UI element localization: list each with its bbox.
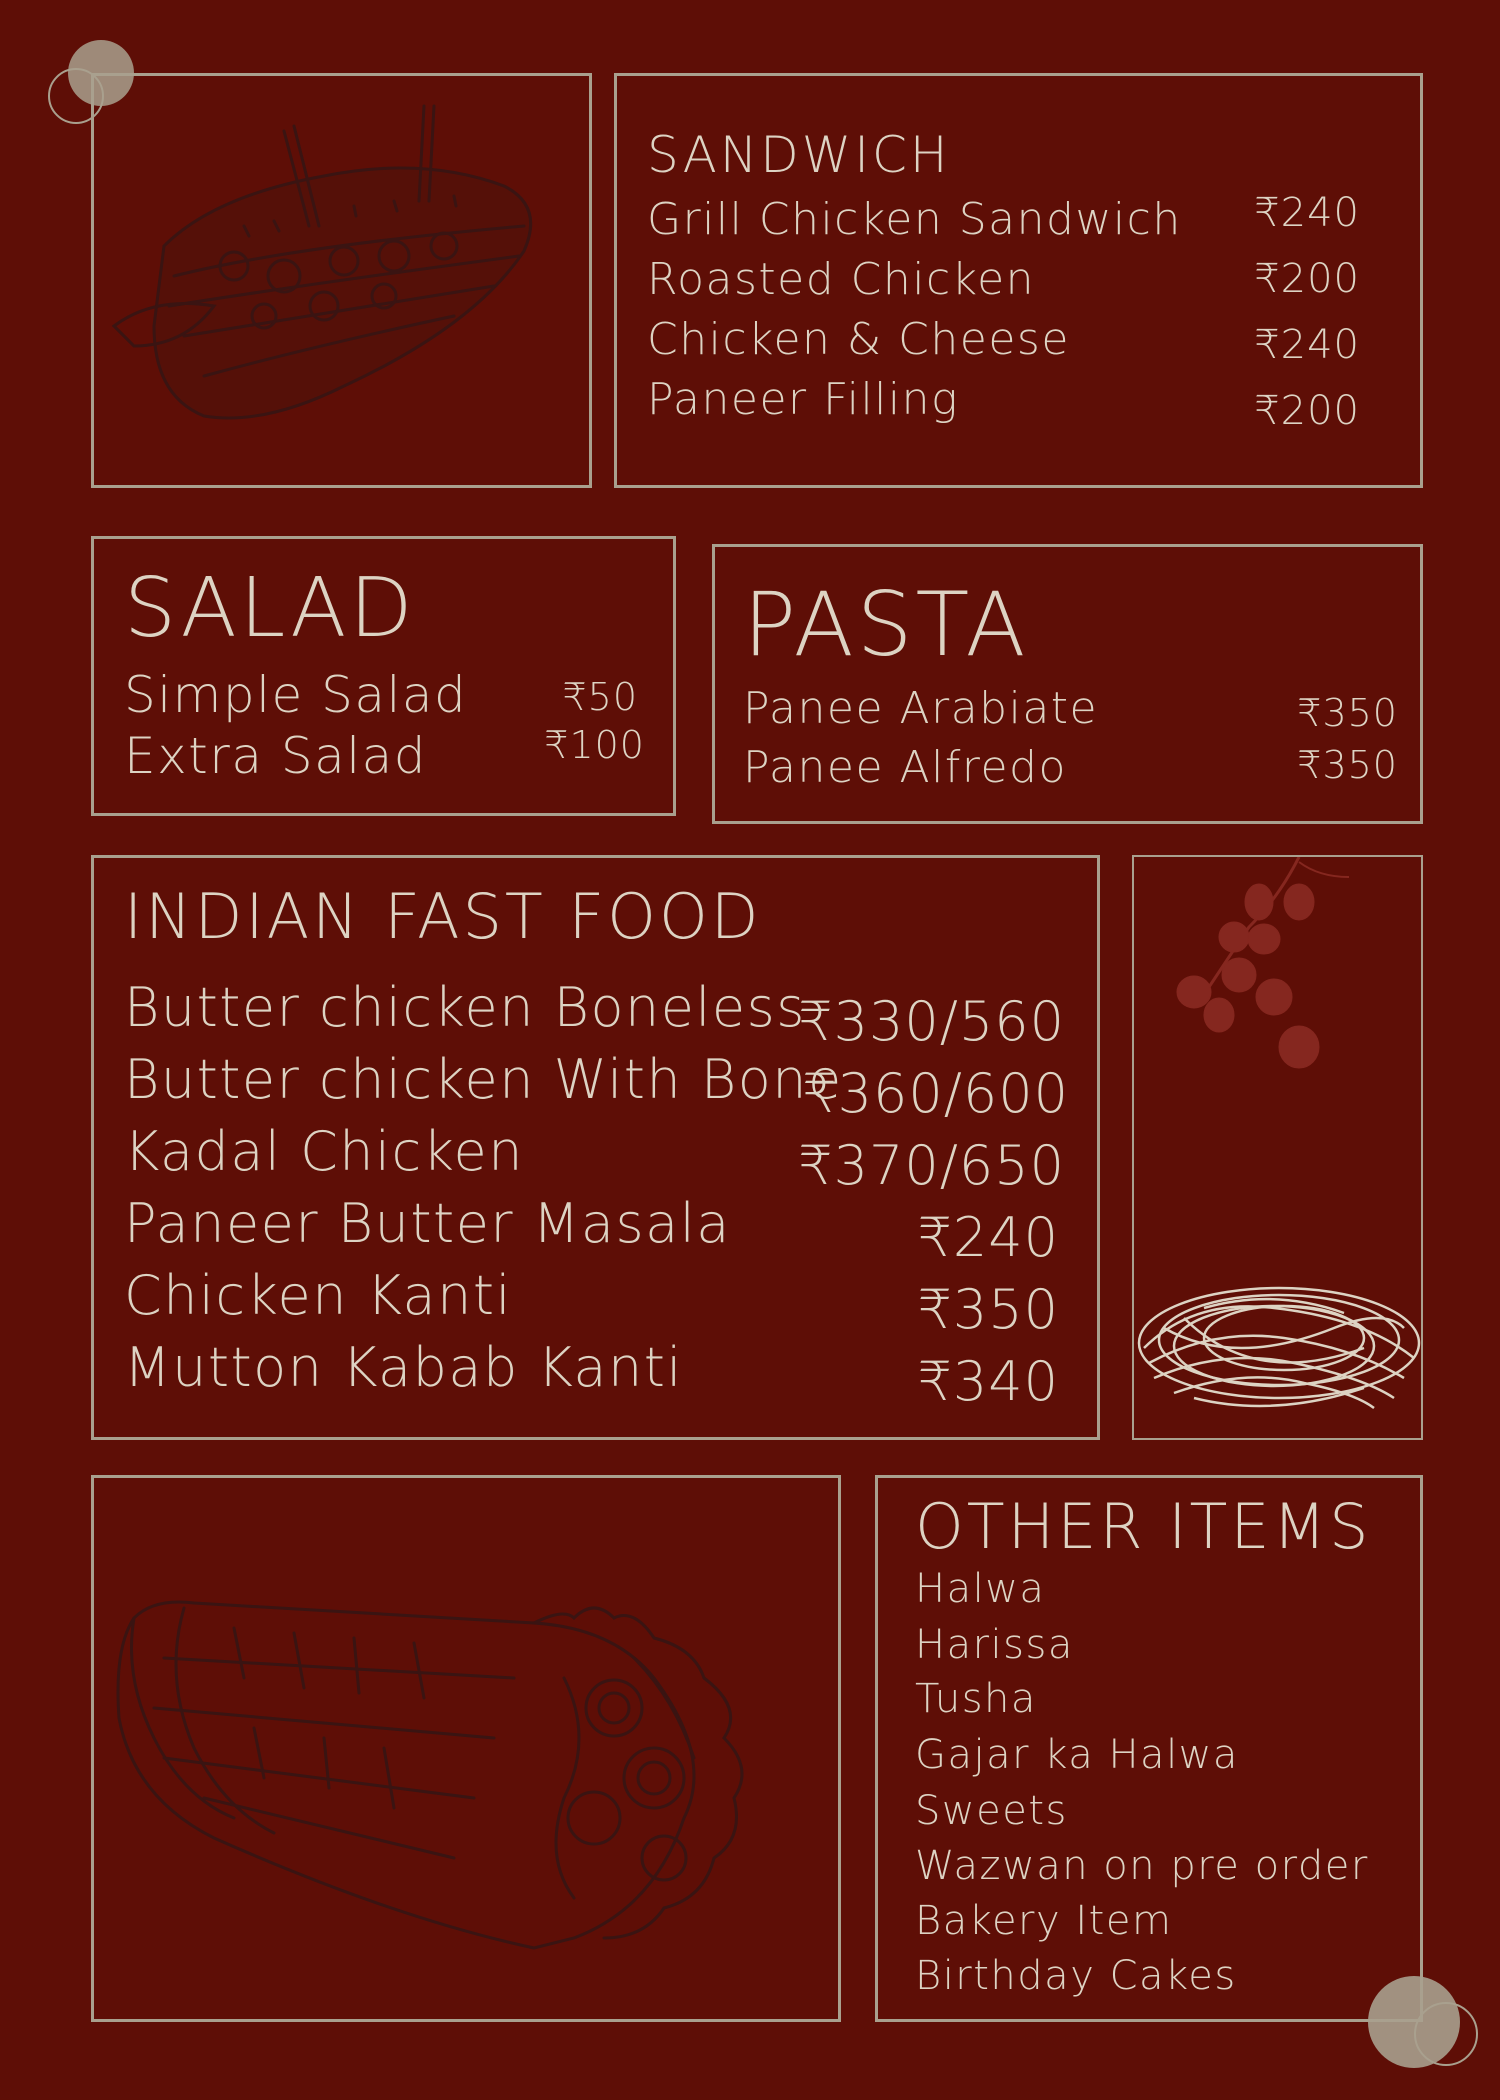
menu-item-price: ₹200	[1254, 388, 1360, 434]
menu-item-name: Kadal Chicken	[124, 1120, 525, 1183]
indian-fast-food-title: INDIAN FAST FOOD	[124, 880, 762, 953]
menu-item-name: Mutton Kabab Kanti	[124, 1336, 683, 1399]
menu-item-price: ₹200	[1254, 256, 1360, 302]
menu-item-name: Grill Chicken Sandwich	[647, 194, 1182, 245]
menu-item-name: Chicken & Cheese	[647, 314, 1070, 365]
menu-item-price: ₹240	[1254, 190, 1360, 236]
list-item: Wazwan on pre order	[915, 1843, 1369, 1889]
noodles-illustration	[1134, 1268, 1421, 1438]
decorative-circle-outline	[1414, 2002, 1478, 2066]
berries-illustration	[1149, 857, 1349, 1087]
salad-section	[91, 536, 676, 816]
other-items-title: OTHER ITEMS	[915, 1490, 1372, 1563]
list-item: Harissa	[915, 1622, 1074, 1668]
menu-item-name: Paneer Filling	[647, 374, 959, 425]
other-items-section	[875, 1475, 1423, 2022]
menu-item-price: ₹340	[917, 1350, 1059, 1413]
menu-item-name: Paneer Butter Masala	[124, 1192, 731, 1255]
pasta-title: PASTA	[743, 573, 1029, 676]
menu-item-price: ₹360/600	[802, 1062, 1069, 1125]
wrap-illustration	[94, 1478, 838, 2019]
menu-item-name: Roasted Chicken	[647, 254, 1036, 305]
indian-fast-food-section	[91, 855, 1100, 1440]
menu-item-name: Chicken Kanti	[124, 1264, 513, 1327]
menu-item-price: ₹350	[1297, 743, 1398, 787]
menu-item-price: ₹100	[544, 723, 645, 767]
sandwich-section	[614, 73, 1423, 488]
menu-item-name: Panee Alfredo	[743, 742, 1067, 793]
sandwich-illustration-box	[91, 73, 592, 488]
menu-item-name: Butter chicken Boneless	[124, 976, 806, 1039]
list-item: Tusha	[915, 1676, 1037, 1722]
sandwich-title: SANDWICH	[647, 126, 951, 184]
menu-item-name: Butter chicken With Bone	[124, 1048, 843, 1111]
list-item: Halwa	[915, 1566, 1046, 1612]
menu-item-name: Panee Arabiate	[743, 683, 1099, 734]
menu-item-price: ₹240	[917, 1206, 1059, 1269]
menu-item-price: ₹330/560	[798, 990, 1065, 1053]
menu-item-price: ₹370/650	[798, 1134, 1065, 1197]
menu-item-price: ₹240	[1254, 322, 1360, 368]
sandwich-illustration	[94, 76, 589, 485]
noodles-illustration-box	[1132, 855, 1423, 1440]
menu-item-price: ₹50	[562, 675, 638, 719]
list-item: Gajar ka Halwa	[915, 1732, 1239, 1778]
menu-item-name: Extra Salad	[124, 727, 428, 785]
menu-item-price: ₹350	[917, 1278, 1059, 1341]
menu-item-name: Simple Salad	[124, 666, 468, 724]
salad-title: SALAD	[124, 561, 416, 656]
wrap-illustration-box	[91, 1475, 841, 2022]
list-item: Sweets	[915, 1788, 1068, 1834]
menu-item-price: ₹350	[1297, 691, 1398, 735]
list-item: Bakery Item	[915, 1898, 1173, 1944]
pasta-section	[712, 544, 1423, 824]
list-item: Birthday Cakes	[915, 1953, 1237, 1999]
